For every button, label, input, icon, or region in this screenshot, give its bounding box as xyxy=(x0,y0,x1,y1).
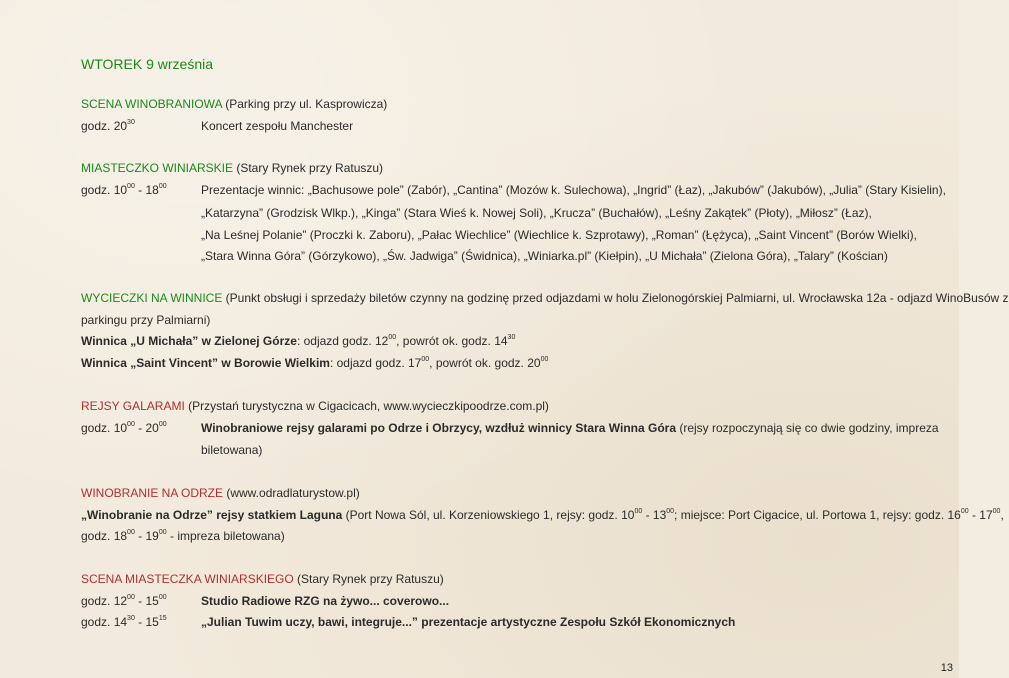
section-stage-place: (Parking przy ul. Kasprowicza) xyxy=(221,97,388,111)
cruises-time: godz. $10^{00} - 20^{00}$ xyxy=(81,421,167,435)
section-townstage-header xyxy=(81,571,444,587)
section-stage-name: SCENA WINOBRANIOWA xyxy=(81,97,222,111)
section-odra-header xyxy=(81,485,360,501)
townstage-event-1-title: Studio Radiowe RZG na żywo... coverowo... xyxy=(201,594,450,608)
odra-line-1: „Winobranie na Odrze” rejsy statkiem Laguna (Port Nowa Sól, ul. Korzeniowskiego 1, rejsy: godz. $10^{00} - 13^{00}$; miejsce: Port Cigacice, ul. Portowa 1, rejsy: godz. $16^{00} - 17^{00}$, xyxy=(81,508,1004,522)
section-cruises-header xyxy=(81,398,549,414)
townstage-event-1 xyxy=(81,593,941,609)
town-wineries-line-1: Prezentacje winnic: „Bachusowe pole” (Zabór), „Cantina” (Mozów k. Sulechowa), „Ingrid” (Łaz), „Jakubów” (Jakubów), „Julia” (Stary Kisielin), xyxy=(201,183,946,197)
town-wineries-line-3: „Na Leśnej Polanie” (Proczki k. Zaboru), „Pałac Wiechlice” (Wiechlice k. Szprotawy), „Roman” (Łężyca), „Saint Vincent” (Borów Wielki), xyxy=(201,228,917,242)
section-town-header xyxy=(81,160,383,176)
stage-time: godz. $20^{30}$ xyxy=(81,119,135,133)
section-townstage-place: (Stary Rynek przy Ratuszu) xyxy=(293,572,444,586)
townstage-event-2 xyxy=(81,614,941,630)
page-number: 13 xyxy=(940,662,953,674)
townstage-event-2-time: godz. $14^{30} - 15^{15}$ xyxy=(81,615,167,629)
town-row-1 xyxy=(81,182,946,198)
section-town-place: (Stary Rynek przy Ratuszu) xyxy=(233,161,384,175)
cruises-event-line-2: biletowana) xyxy=(201,443,263,457)
townstage-event-1-time: godz. $12^{00} - 15^{00}$ xyxy=(81,594,167,608)
section-trips-name: WYCIECZKI NA WINNICE xyxy=(81,291,223,305)
section-odra-place: (www.odradlaturystow.pl) xyxy=(223,486,360,500)
townstage-event-2-title: „Julian Tuwim uczy, bawi, integruje...” prezentacje artystyczne Zespołu Szkół Ekonomicznych xyxy=(201,615,736,629)
section-townstage-name: SCENA MIASTECZKA WINIARSKIEGO xyxy=(81,572,294,586)
day-title: WTOREK 9 września xyxy=(81,56,213,72)
section-trips-desc-1: (Punkt obsługi i sprzedaży biletów czynny na godzinę przed odjazdami w holu Zielonogórskiej Palmiarni, ul. Wrocławska 12a - odjazd WinoBusów z xyxy=(222,291,1009,305)
section-odra-name: WINOBRANIE NA ODRZE xyxy=(81,486,224,500)
stage-event-row xyxy=(81,118,941,134)
section-stage-header xyxy=(81,96,387,112)
trip-1: Winnica „U Michała” w Zielonej Górze: odjazd godz. $12^{00}$, powrót ok. godz. $14^{30}$ xyxy=(81,334,516,348)
section-trips-header xyxy=(81,290,1009,306)
trip-2-name: Winnica „Saint Vincent” w Borowie Wielkim xyxy=(81,356,330,370)
town-time: godz. $10^{00} - 18^{00}$ xyxy=(81,183,167,197)
cruises-event: Winobraniowe rejsy galarami po Odrze i Obrzycy, wzdłuż winnicy Stara Winna Góra (rejsy rozpoczynają się co dwie godziny, impreza xyxy=(201,421,939,435)
section-trips-desc-2: parkingu przy Palmiarni) xyxy=(81,313,211,327)
town-wineries-line-2: „Katarzyna” (Grodzisk Wlkp.), „Kinga” (Stara Wieś k. Nowej Soli), „Krucza” (Buchałów), „Leśny Zakątek” (Płoty), „Miłosz” (Łaz), xyxy=(201,206,872,220)
town-wineries-line-4: „Stara Winna Góra” (Górzykowo), „Św. Jadwiga” (Świdnica), „Winiarka.pl” (Kiełpin), „U Michała” (Zielona Góra), „Talary” (Kościan) xyxy=(201,249,888,263)
stage-event: Koncert zespołu Manchester xyxy=(201,119,354,133)
trip-1-name: Winnica „U Michała” w Zielonej Górze xyxy=(81,334,297,348)
section-cruises-place: (Przystań turystyczna w Cigacicach, www.wycieczkipoodrze.com.pl) xyxy=(184,399,549,413)
trip-2: Winnica „Saint Vincent” w Borowie Wielkim: odjazd godz. $17^{00}$, powrót ok. godz. $20^{00}$ xyxy=(81,356,549,370)
section-town-name: MIASTECZKO WINIARSKIE xyxy=(81,161,234,175)
cruises-row xyxy=(81,420,941,436)
section-cruises-name: REJSY GALARAMI xyxy=(81,399,185,413)
odra-line-2: godz. $18^{00} - 19^{00}$ - impreza biletowana) xyxy=(81,529,285,543)
